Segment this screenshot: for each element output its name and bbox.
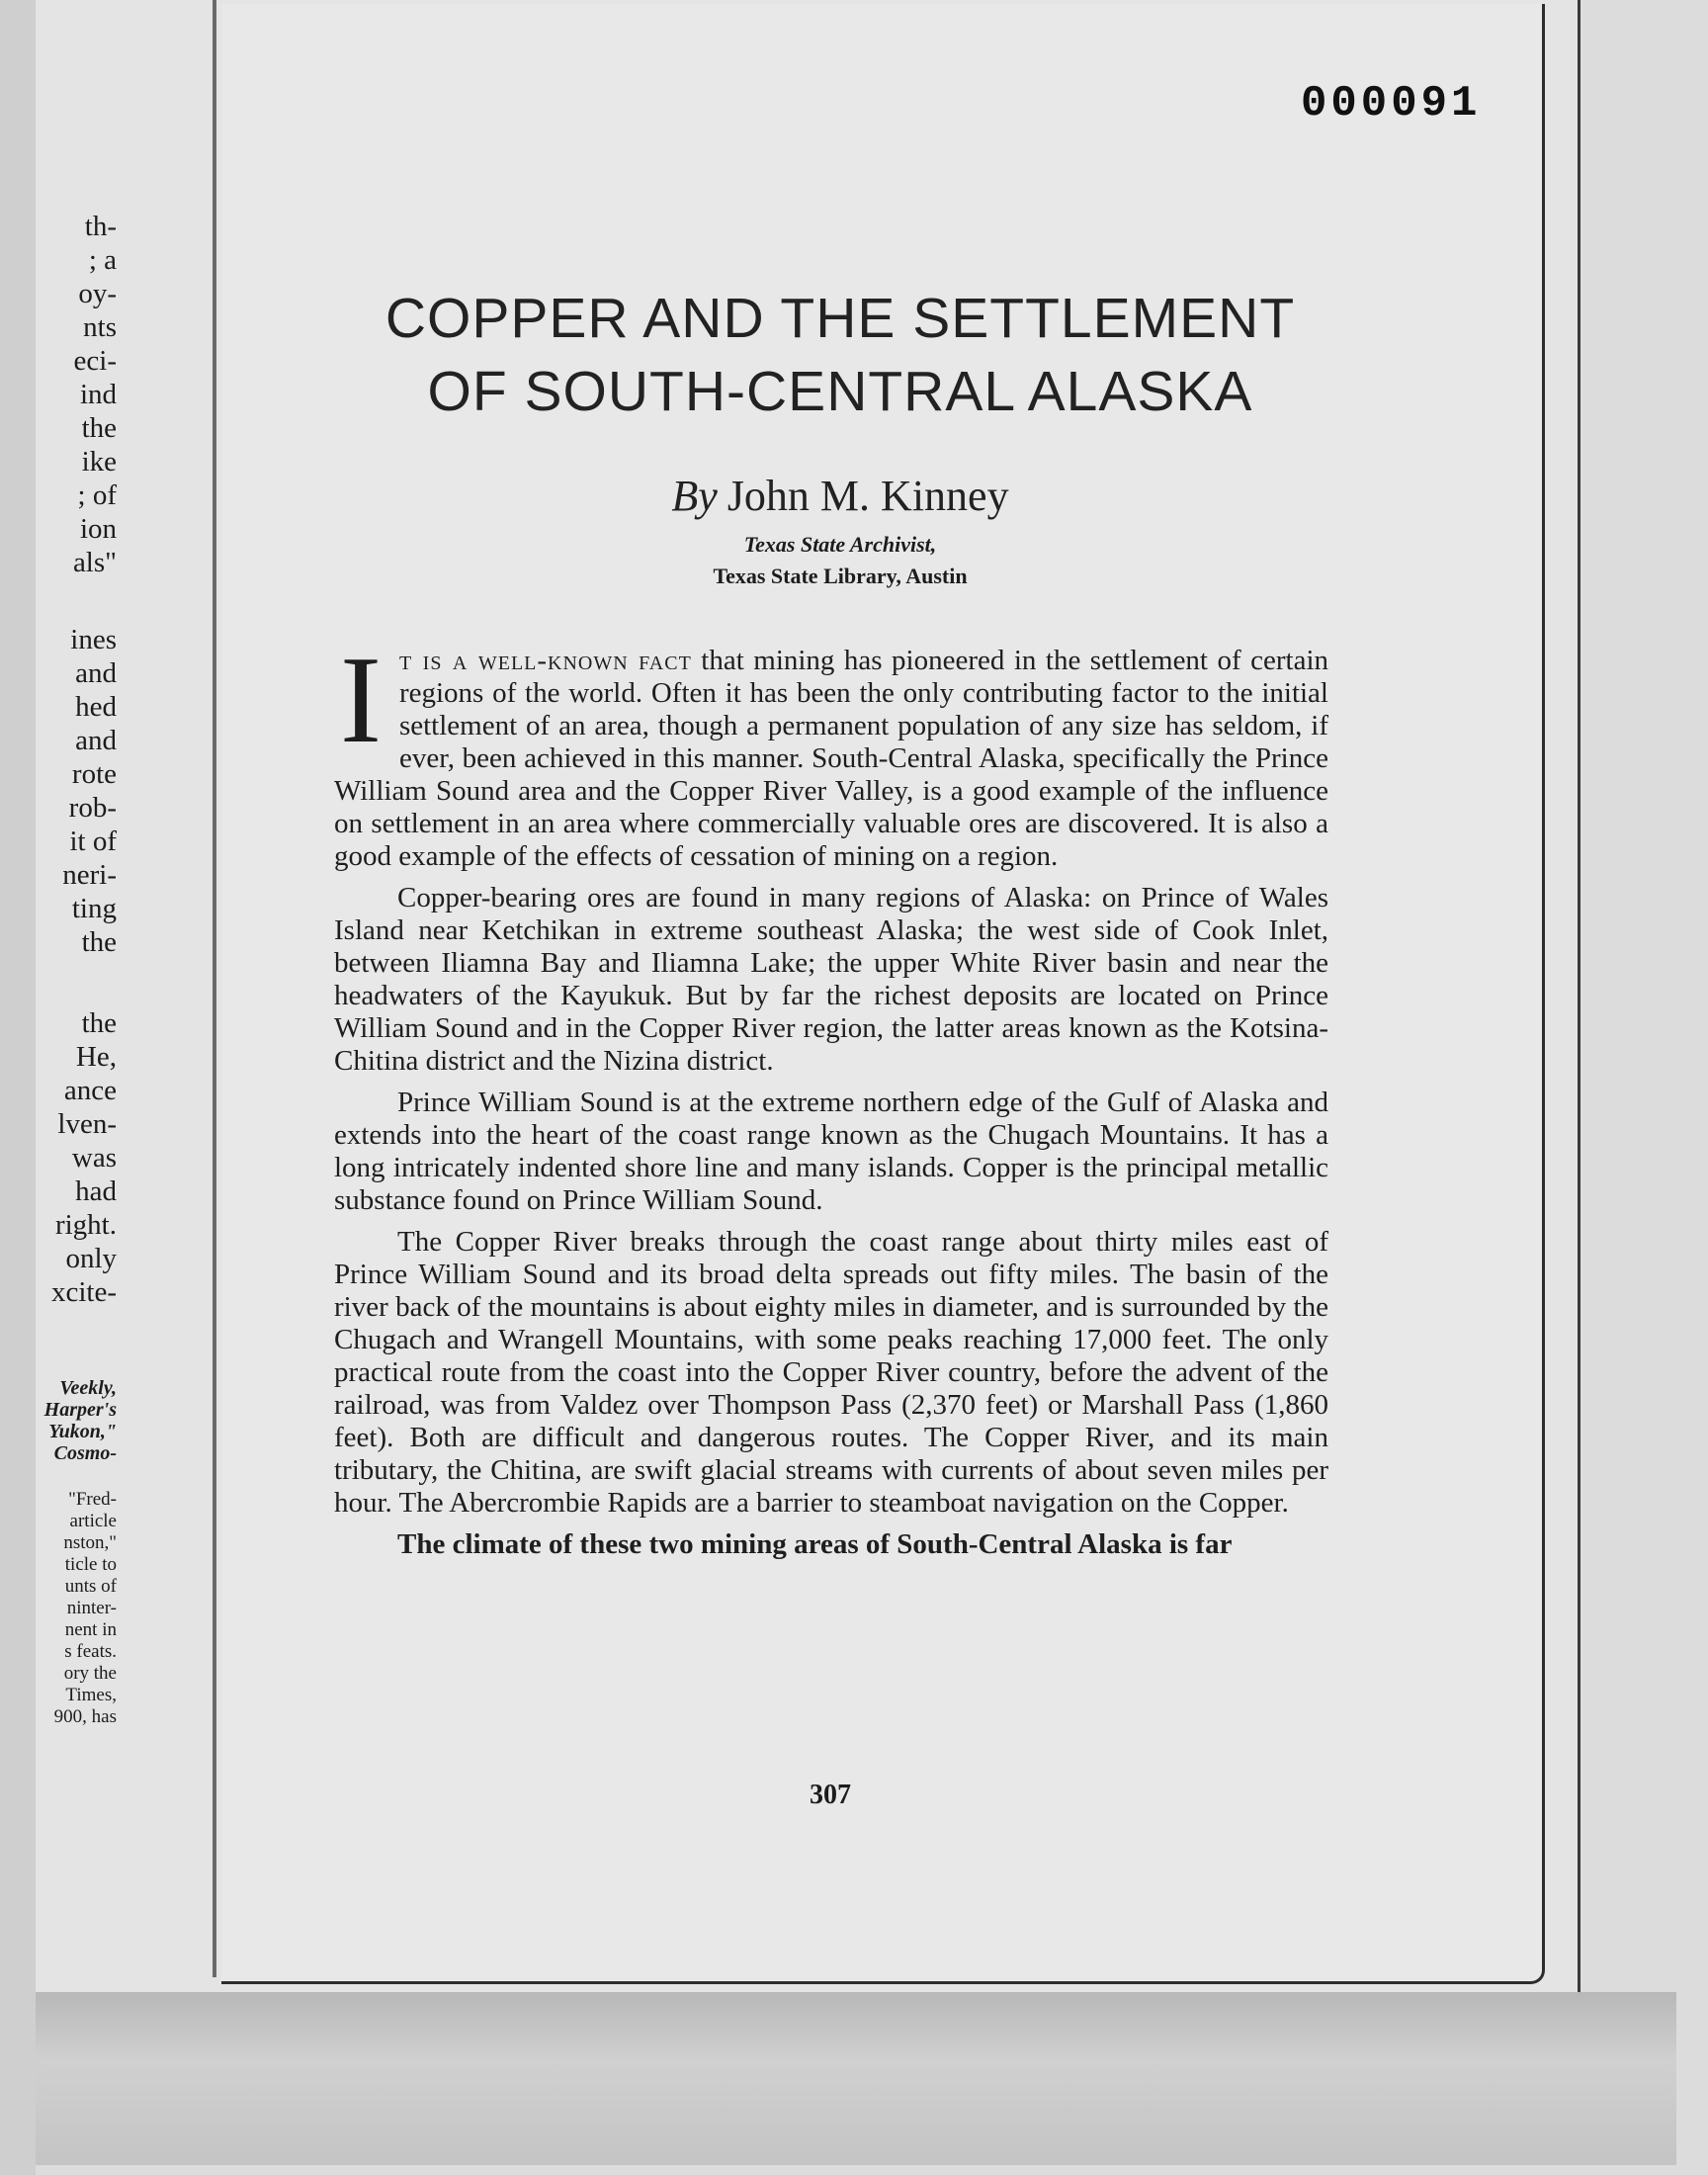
paragraph-1 (334, 632, 1328, 873)
byline-by: By (671, 472, 718, 520)
fragment-line: ory the (63, 1663, 117, 1684)
adjacent-page-fragment-4 (0, 1377, 117, 1464)
paragraph-4: The Copper River breaks through the coast range about thirty miles east of Prince William Sound and its broad delta spreads out fifty miles. The basin of the river back of the mountains is about eighty miles in diameter, and is surrounded by the Chugach and Wrangell Mountains, with some peaks reaching 17,000 feet. The only practical route from the coast into the Copper River country, before the advent of the railroad, was from Valdez over Thompson Pass (2,370 feet) or Marshall Pass (1,860 feet). Both are difficult and dangerous routes. The Copper River, and its main tributary, the Chitina, are swift glacial streams with currents of about seven miles per hour. The Abercrombie Rapids are a barrier to steamboat navigation on the Copper. (334, 1226, 1328, 1519)
fragment-line: Harper's (43, 1399, 117, 1421)
fragment-line: and (75, 725, 117, 756)
fragment-line: unts of (64, 1576, 117, 1597)
fragment-line: only (65, 1243, 117, 1274)
page-shadow (36, 1992, 1676, 2165)
fragment-line: ; of (77, 479, 117, 511)
paragraph-1-text: that mining has pioneered in the settlement of certain regions of the world. Often it has been the only contributing factor to the initial settlement of an area, though a permanent population of any size has seldom, if ever, been achieved in this manner. South-Central Alaska, specifically the Prince William Sound area and the Copper River Valley, is a good example of the influence on settlement in an area where commercially valuable ores are discovered. It is also a good example of the effects of cessation of mining on a region. (334, 645, 1328, 872)
adjacent-page-fragment-1 (0, 210, 117, 579)
author-affiliation: Texas State Library, Austin (713, 564, 968, 588)
article-title (326, 282, 1354, 428)
fragment-line: right. (54, 1209, 117, 1241)
fragment-line: oy- (78, 278, 117, 309)
fragment-line: ticle to (64, 1554, 117, 1575)
byline (544, 471, 1137, 521)
drop-cap: I (340, 632, 382, 769)
fragment-line: rote (71, 758, 117, 790)
fragment-line: lven- (57, 1108, 117, 1140)
lead-in-small-caps: t is a well-known fact (398, 645, 692, 676)
fragment-line: ike (81, 446, 117, 478)
paragraph-3: Prince William Sound is at the extreme northern edge of the Gulf of Alaska and extends into the heart of the coast range known as the Chugach Mountains. It has a long intricately indented shore line and many islands. Copper is the principal metallic substance found on Prince William Sound. (334, 1087, 1328, 1216)
fragment-line: xcite- (50, 1276, 117, 1308)
fragment-line: s feats. (64, 1641, 117, 1662)
title-line-1: COPPER AND THE SETTLEMENT (384, 287, 1296, 350)
fragment-line: 900, has (53, 1706, 117, 1727)
adjacent-page-fragment-5 (0, 1489, 117, 1728)
page-fold-line (213, 0, 216, 1977)
fragment-line: Times, (65, 1685, 117, 1705)
fragment-line: was (71, 1142, 117, 1174)
document-stamp-number: 000091 (1301, 79, 1482, 129)
paragraph-2: Copper-bearing ores are found in many regions of Alaska: on Prince of Wales Island near Ketchikan in extreme southeast Alaska; the west side of Cook Inlet, between Iliamna Bay and Iliamna Lake; the upper White River basin and near the headwaters of the Kayukuk. But by far the richest deposits are located on Prince William Sound and in the Copper River region, the latter areas known as the Kotsina-Chitina district and the Nizina district. (334, 882, 1328, 1077)
fragment-line: the (81, 412, 117, 444)
fragment-line: ance (63, 1075, 117, 1106)
fragment-line: neri- (62, 859, 117, 891)
adjacent-page-fragment-2 (0, 623, 117, 959)
fragment-line: als" (72, 547, 117, 578)
fragment-line: the (81, 926, 117, 958)
page-number: 307 (810, 1780, 851, 1810)
author-role: Texas State Archivist, (743, 532, 937, 557)
title-line-2: OF SOUTH-CENTRAL ALASKA (427, 360, 1253, 423)
article-body (334, 632, 1328, 1570)
fragment-line: eci- (73, 345, 117, 377)
fragment-line: nston," (63, 1532, 117, 1553)
fragment-line: ind (79, 379, 117, 410)
fragment-line: had (75, 1175, 117, 1207)
fragment-line: ines (70, 624, 117, 655)
fragment-line: article (69, 1511, 117, 1531)
fragment-line: rob- (68, 792, 117, 824)
author-name: John M. Kinney (726, 472, 1009, 520)
fragment-line: Yukon," (48, 1421, 117, 1442)
paragraph-5: The climate of these two mining areas of South-Central Alaska is far (397, 1528, 1233, 1560)
fragment-line: th- (84, 211, 117, 242)
fragment-line: it of (69, 826, 117, 857)
adjacent-page-fragment-3 (0, 1006, 117, 1309)
fragment-line: Veekly, (59, 1377, 117, 1399)
fragment-line: ion (79, 513, 117, 545)
fragment-line: nent in (64, 1619, 117, 1640)
fragment-line: the (81, 1007, 117, 1039)
fragment-line: ting (71, 893, 117, 924)
fragment-line: Cosmo- (53, 1442, 117, 1464)
fragment-line: and (75, 657, 117, 689)
fragment-line: nts (83, 311, 117, 343)
fragment-line: ; a (88, 244, 117, 276)
fragment-line: ninter- (66, 1598, 117, 1618)
fragment-line: hed (75, 691, 117, 723)
fragment-line: He, (75, 1041, 117, 1073)
fragment-line: "Fred- (68, 1489, 117, 1510)
